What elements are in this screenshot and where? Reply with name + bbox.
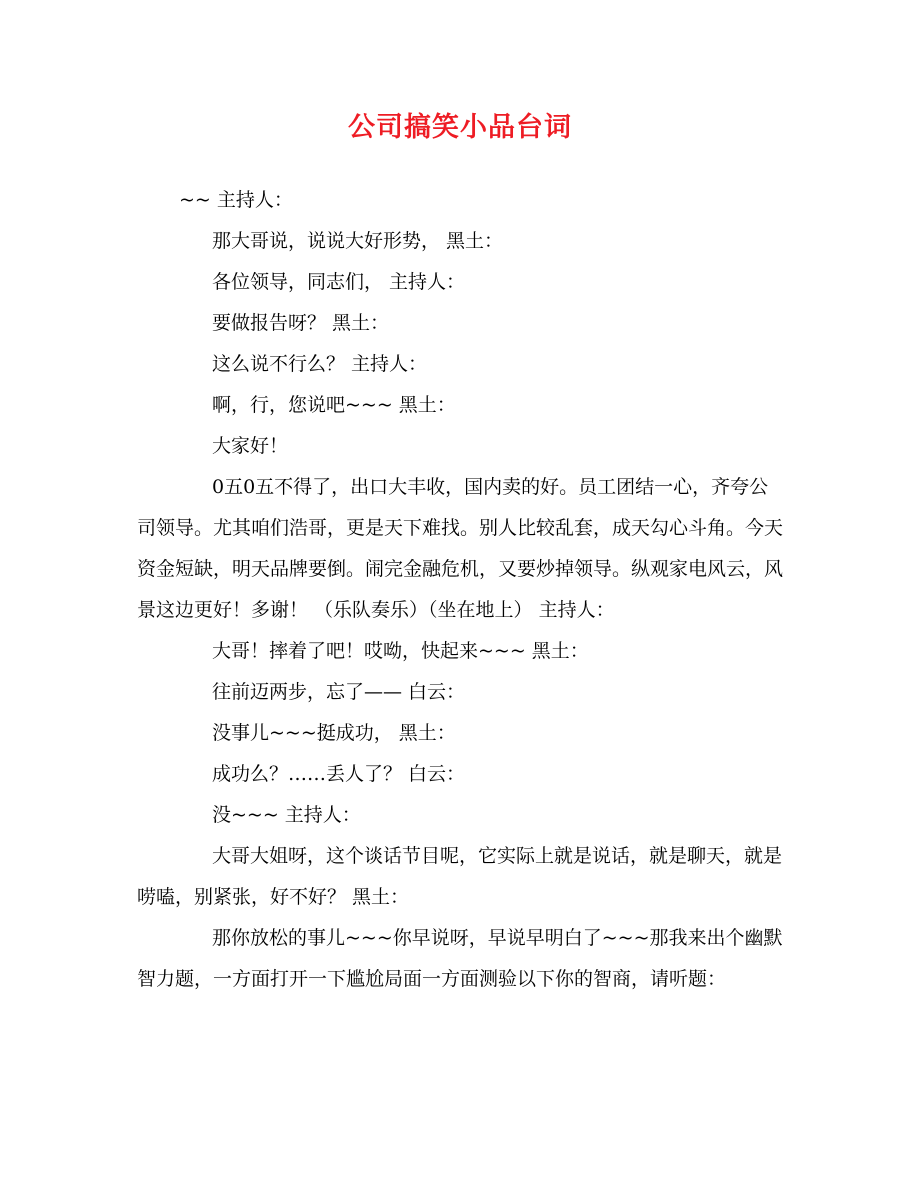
- paragraph: 那大哥说，说说大好形势， 黑土：: [212, 230, 504, 252]
- paragraph: 啊，行，您说吧~~~ 黑土：: [212, 394, 456, 416]
- paragraph: 那你放松的事儿~~~你早说呀，早说早明白了~~~那我来出个幽默智力题，一方面打开一下尴尬局面一方面测验以下你的智商，请听题：: [137, 927, 783, 990]
- document-body: [137, 180, 787, 1000]
- paragraph: ~~ 主持人：: [179, 189, 293, 211]
- paragraph: 各位领导，同志们， 主持人：: [212, 271, 466, 293]
- paragraph: 要做报告呀？ 黑土：: [212, 312, 390, 334]
- paragraph: 往前迈两步，忘了—— 白云：: [212, 681, 466, 703]
- paragraph: 大哥！摔着了吧！哎呦，快起来~~~ 黑土：: [212, 640, 589, 662]
- paragraph: 这么说不行么？ 主持人：: [212, 353, 428, 375]
- paragraph: 0五0五不得了，出口大丰收，国内卖的好。员工团结一心，齐夸公司领导。尤其咱们浩哥，更是天下难找。别人比较乱套，成天勾心斗角。今天资金短缺，明天品牌要倒。闹完金融危机，又要炒掉领导。纵观家电风云，风景这边更好！多谢！ （乐队奏乐）（坐在地上） 主持人：: [137, 476, 784, 621]
- paragraph: 大哥大姐呀，这个谈话节目呢，它实际上就是说话，就是聊天，就是唠嗑，别紧张，好不好？ 黑土：: [137, 845, 783, 908]
- document-title: 公司搞笑小品台词: [348, 112, 572, 143]
- paragraph: 没事儿~~~挺成功， 黑土：: [212, 722, 456, 744]
- paragraph: 大家好！: [212, 435, 289, 457]
- paragraph: 成功么？……丢人了？ 白云：: [212, 763, 466, 785]
- paragraph: 没~~~ 主持人：: [212, 804, 361, 826]
